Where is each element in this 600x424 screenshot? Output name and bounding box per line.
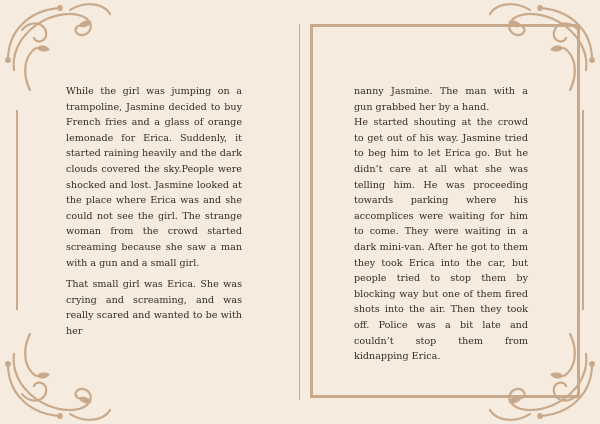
right-page-text	[354, 84, 528, 371]
left-page-text	[66, 84, 242, 346]
left-margin-rule	[16, 110, 18, 310]
left-paragraph-2: That small girl was Erica. She was crying and screaming, and was really scared and wanted to be with her	[66, 279, 242, 337]
left-paragraph-1: While the girl was jumping on a trampoline, Jasmine decided to buy French fries and a glass of orange lemonade for Erica. Suddenly, it started raining heavily and the dark clouds covered the sky.People were shocked and lost. Jasmine looked at the place where Erica was and she could not see the girl. The strange woman from the crowd started screaming because she saw a man with a gun and a small girl.	[66, 86, 242, 269]
right-paragraph-2: He started shouting at the crowd to get out of his way. Jasmine tried to beg him to let Erica go. But he didn’t care at all what she was telling him. He was proceeding towards parking where his accomplices were waiting for him to come. They were waiting in a dark mini-van. After he got to them they took Erica into the car, but people tried to stop them by blocking way but one of them fired shots into the air. Then they took off. Police was a bit late and couldn’t stop them from kidnapping Erica.	[354, 117, 528, 363]
right-paragraph-1: nanny Jasmine. The man with a gun grabbed her by a hand.	[354, 86, 528, 113]
right-margin-rule	[582, 110, 584, 310]
